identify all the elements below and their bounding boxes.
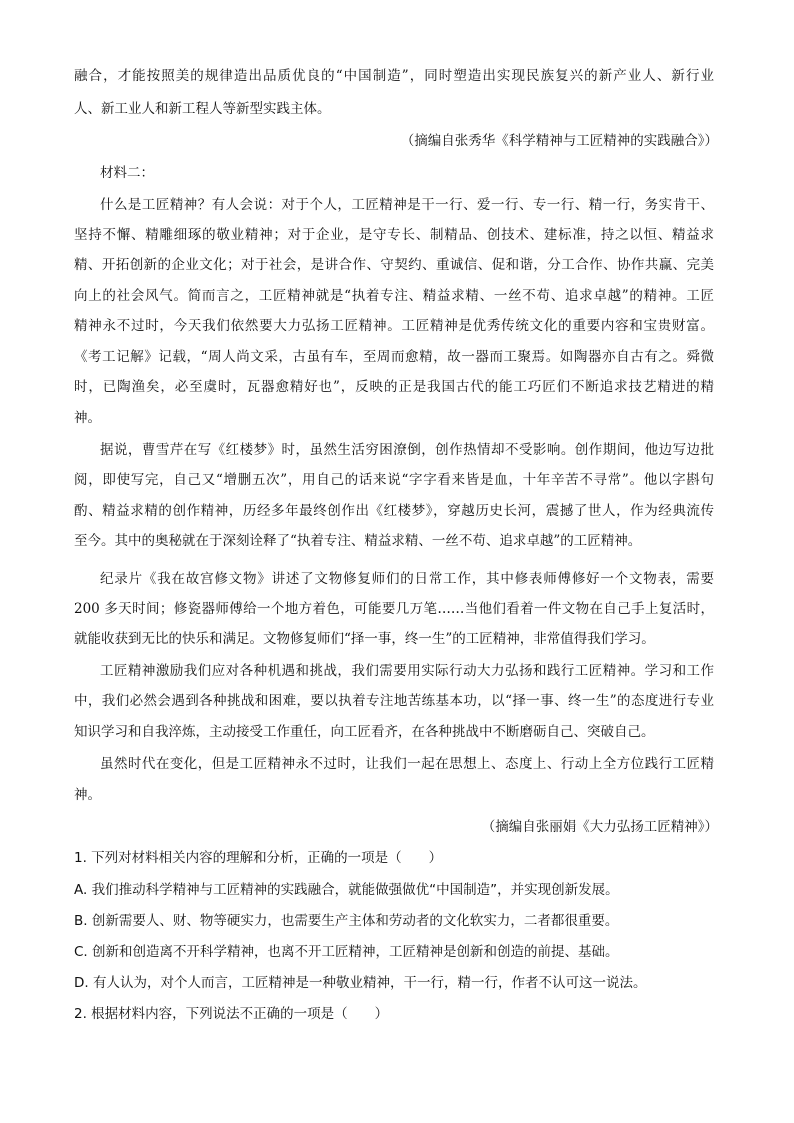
option-d: D. 有人认为，对个人而言，工匠精神是一种敬业精神，干一行，精一行，作者不认可这一说法。 [74,975,647,991]
paragraph-line: 200 多天时间；修瓷器师傅给一个地方着色，可能要几万笔……当他们看着一件文物在自己手上复活时， [74,601,714,617]
material-label: 材料二： [100,165,154,181]
paragraph-line: 神。 [74,410,101,426]
paragraph-line: 虽然时代在变化，但是工匠精神永不过时，让我们一起在思想上、态度上、行动上全方位践行工匠精 [100,756,714,772]
paragraph-line: 中，我们必然会遇到各种挑战和困难，要以执着专注地苦练基本功，以“择一事、终一生”的态度进行专业 [74,693,714,709]
paragraph-line: 工匠精神激励我们应对各种机遇和挑战，我们需要用实际行动大力弘扬和践行工匠精神。学习和工作 [100,663,714,679]
paragraph-line: 知识学习和自我淬炼，主动接受工作重任，向工匠看齐，在各种挑战中不断磨砺自己、突破自己。 [74,724,655,740]
paragraph-line: 向上的社会风气。简而言之，工匠精神就是“执着专注、精益求精、一丝不苟、追求卓越”的精神。工匠 [74,288,714,304]
paragraph-line: 精、开拓创新的企业文化；对于社会，是讲合作、守契约、重诚信、促和谐，分工合作、协作共赢、完美 [74,257,714,273]
option-a: A. 我们推动科学精神与工匠精神的实践融合，就能做强做优“中国制造”，并实现创新发展。 [74,882,619,898]
paragraph-line: 酌、精益求精的创作精神，历经多年最终创作出《红楼梦》，穿越历史长河，震撼了世人，作为经典流传 [74,503,714,519]
paragraph-line: 至今。其中的奥秘就在于深刻诠释了“执着专注、精益求精、一丝不苟、追求卓越”的工匠精神。 [74,533,642,549]
option-b: B. 创新需要人、财、物等硬实力，也需要生产主体和劳动者的文化软实力，二者都很重要。 [74,913,619,929]
passage-line: 人、新工业人和新工程人等新型实践主体。 [74,101,331,117]
paragraph-line: 神。 [74,787,101,803]
question-2: 2. 根据材料内容，下列说法不正确的一项是（ ） [74,1006,389,1022]
paragraph-line: 精神永不过时，今天我们依然要大力弘扬工匠精神。工匠精神是优秀传统文化的重要内容和宝贵财富。 [74,318,714,334]
paragraph-line: 纪录片《我在故宫修文物》讲述了文物修复师们的日常工作，其中修表师傅修好一个文物表，需要 [100,571,714,587]
paragraph-line: 时，已陶渔矣，必至虞时，瓦器愈精好也”，反映的正是我国古代的能工巧匠们不断追求技艺精进的精 [74,379,714,395]
paragraph-line: 《考工记解》记载，“周人尚文采，古虽有车，至周而愈精，故一器而工聚焉。如陶器亦自古有之。舜微 [74,349,714,365]
passage-line: 融合，才能按照美的规律造出品质优良的“中国制造”，同时塑造出实现民族复兴的新产业人、新行业 [74,68,714,84]
question-1: 1. 下列对材料相关内容的理解和分析，正确的一项是（ ） [74,850,443,866]
paragraph-line: 坚持不懈、精雕细琢的敬业精神；对于企业，是守专长、制精品、创技术、建标准，持之以恒、精益求 [74,227,714,243]
paragraph-line: 阅，即使写完，自己又“增删五次”，用自己的话来说“字字看来皆是血，十年辛苦不寻常”。他以字斟句 [74,472,714,488]
source-citation: （摘编自张秀华《科学精神与工匠精神的实践融合》） [400,133,718,149]
paragraph-line: 什么是工匠精神？有人会说：对于个人，工匠精神是干一行、爱一行、专一行、精一行，务实肯干、 [100,197,714,213]
option-c: C. 创新和创造离不开科学精神，也离不开工匠精神，工匠精神是创新和创造的前提、基础。 [74,944,619,960]
source-citation: （摘编自张丽娟《大力弘扬工匠精神》） [481,819,718,835]
paragraph-line: 据说，曹雪芹在写《红楼梦》时，虽然生活穷困潦倒，创作热情却不受影响。创作期间，他边写边批 [100,442,714,458]
paragraph-line: 就能收获到无比的快乐和满足。文物修复师们“择一事，终一生”的工匠精神，非常值得我们学习。 [74,631,655,647]
